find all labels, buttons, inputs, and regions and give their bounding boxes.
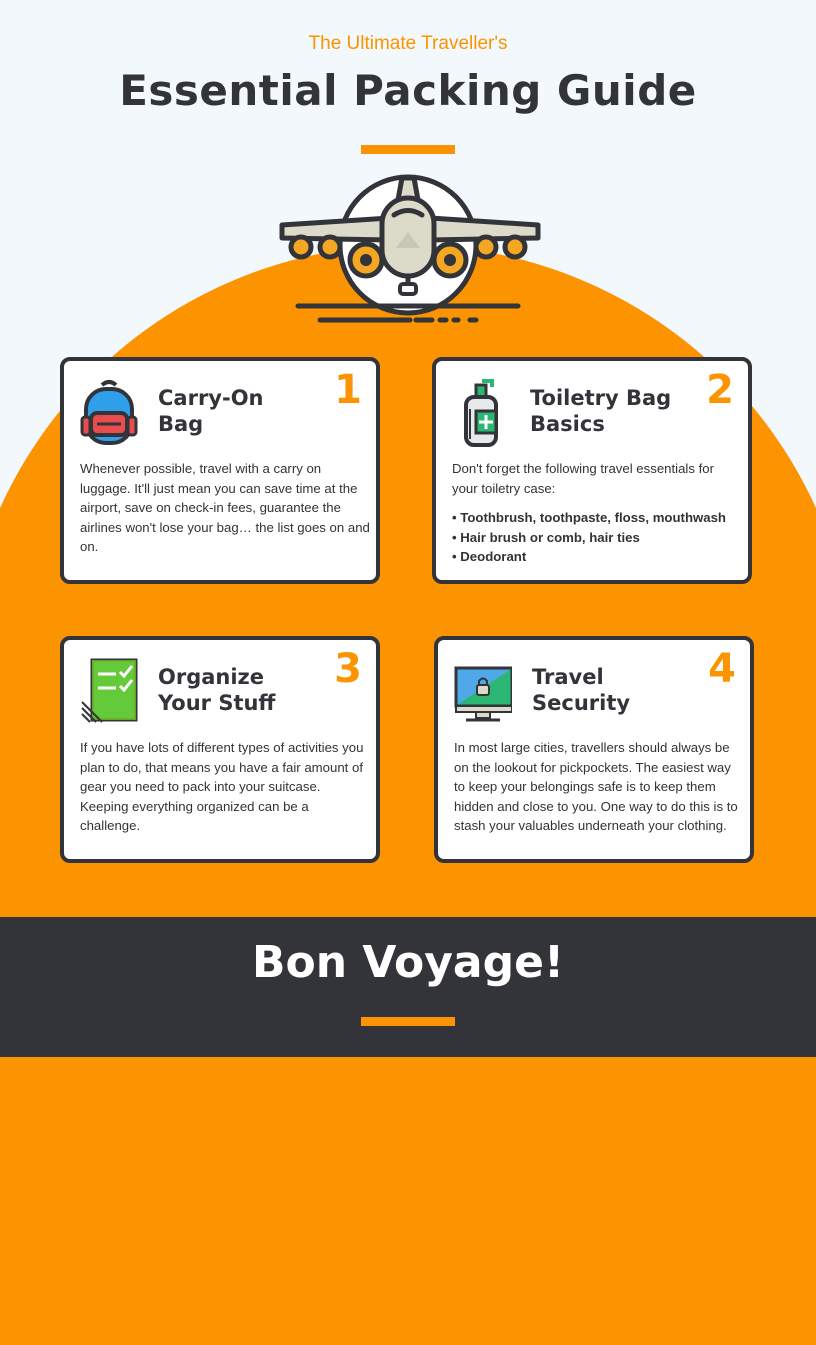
travel-security-card xyxy=(434,636,754,863)
footer-divider xyxy=(361,1017,455,1026)
list-item: • Deodorant xyxy=(452,547,742,567)
card-number: 2 xyxy=(706,367,734,413)
card-title: Organize Your Stuff xyxy=(158,665,276,715)
page-subtitle: The Ultimate Traveller's xyxy=(308,33,508,54)
soap-dispenser-icon xyxy=(452,379,510,447)
card-title: Carry-On Bag xyxy=(158,386,264,436)
airplane-icon xyxy=(270,170,550,330)
page-title: Essential Packing Guide xyxy=(119,66,697,115)
essentials-list xyxy=(452,508,742,567)
card-number: 4 xyxy=(708,646,736,692)
list-item: • Toothbrush, toothpaste, floss, mouthwash xyxy=(452,508,742,528)
toiletry-bag-card xyxy=(432,357,752,584)
checklist-icon xyxy=(80,658,138,726)
card-body: Whenever possible, travel with a carry on luggage. It'll just mean you can save time at the airport, save on check-in fees, guarantee the airlines won't lose your bag… the list goes on and on. xyxy=(80,461,370,555)
card-body: In most large cities, travellers should always be on the lookout for pickpockets. The easiest way to keep your belongings safe is to keep them hidden and close to you. One way to do this is to stash your valuables underneath your clothing. xyxy=(454,740,738,834)
carry-on-bag-card xyxy=(60,357,380,584)
card-title: Toiletry Bag Basics xyxy=(530,386,672,436)
card-body: Don't forget the following travel essentials for your toiletry case: • Toothbrush, toothpaste, floss, mouthwash • Hair brush or comb, hair ties • Deodorant xyxy=(452,459,742,567)
card-number: 1 xyxy=(334,367,362,413)
footer-text: Bon Voyage! xyxy=(251,937,565,988)
card-body: If you have lots of different types of activities you plan to do, that means you have a fair amount of gear you need to pack into your suitcase. Keeping everything organized can be a challenge. xyxy=(80,740,364,834)
title-divider xyxy=(361,145,455,154)
locked-monitor-icon xyxy=(454,658,512,726)
list-item: • Hair brush or comb, hair ties xyxy=(452,528,742,548)
card-number: 3 xyxy=(334,646,362,692)
organize-stuff-card xyxy=(60,636,380,863)
footer-banner xyxy=(0,917,816,1057)
card-title: Travel Security xyxy=(532,665,631,715)
backpack-icon xyxy=(80,379,138,447)
